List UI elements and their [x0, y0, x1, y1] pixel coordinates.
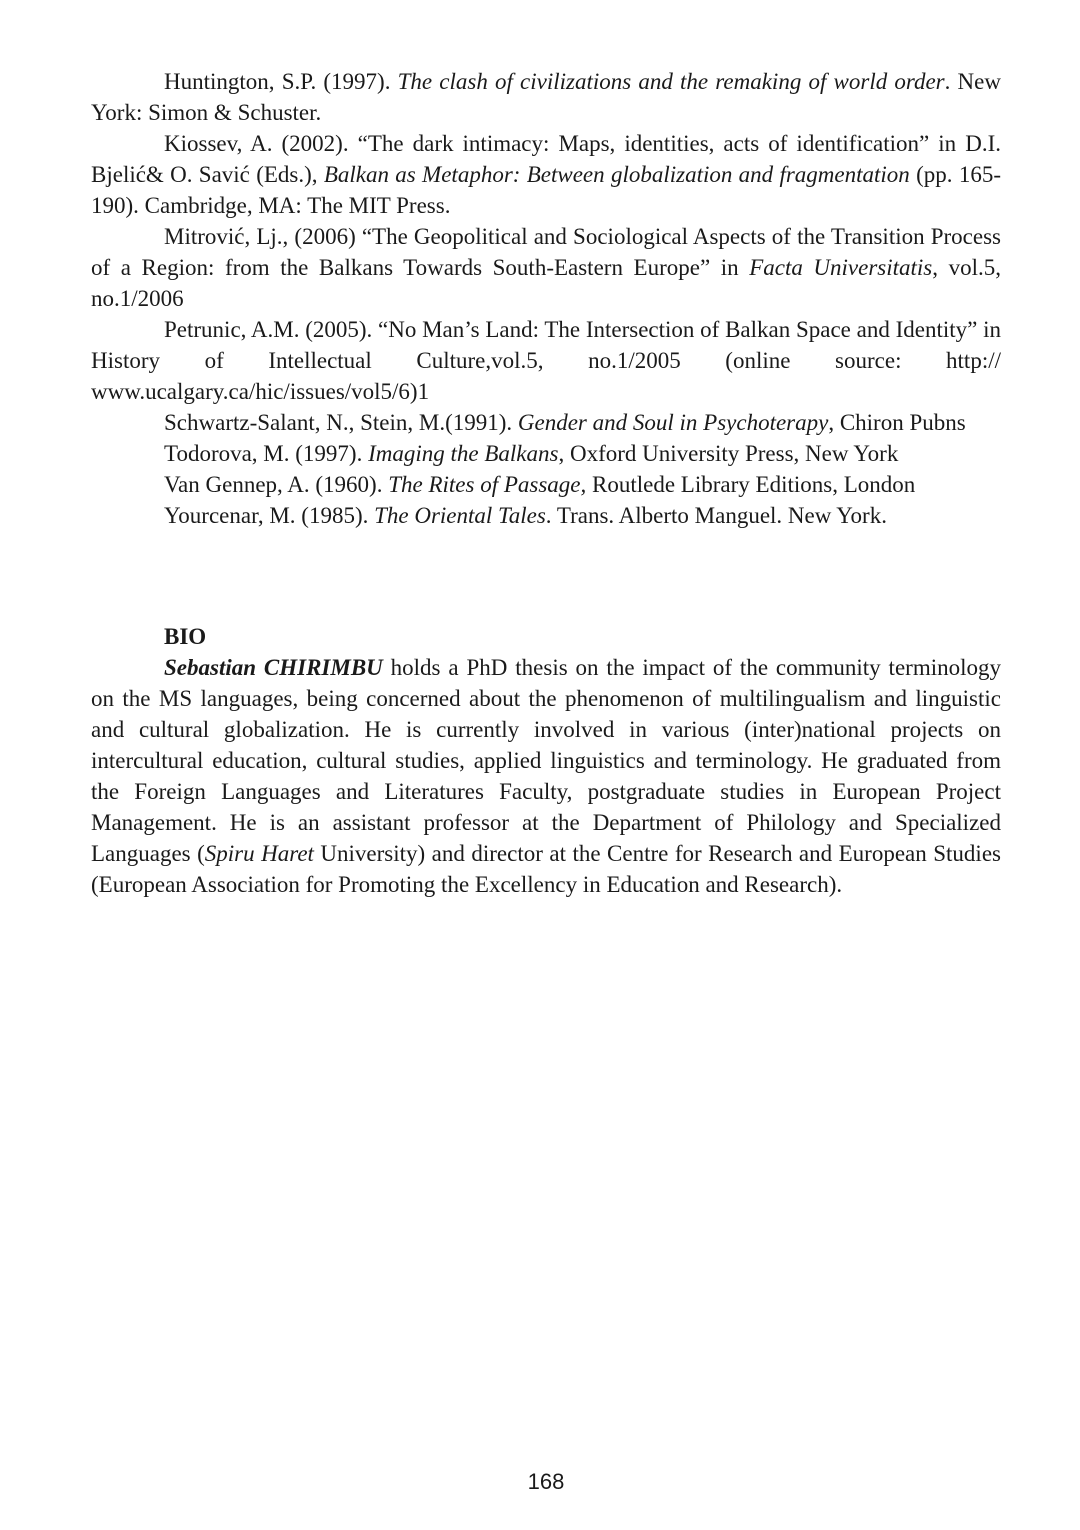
university-name: Spiru Haret — [204, 841, 314, 866]
reference-entry: Van Gennep, A. (1960). The Rites of Passage, Routlede Library Editions, London — [164, 472, 916, 497]
author-name: Sebastian CHIRIMBU — [164, 655, 383, 680]
reference-entry: Schwartz-Salant, N., Stein, M.(1991). Gender and Soul in Psychoterapy, Chiron Pubns — [164, 410, 966, 435]
reference-title: Imaging the Balkans — [368, 441, 559, 466]
reference-title: The Rites of Passage, — [388, 472, 587, 497]
reference-title: Facta Universitatis — [749, 255, 933, 280]
page-number: 168 — [527, 1469, 565, 1494]
bio-paragraph: Sebastian CHIRIMBU holds a PhD thesis on the impact of the community terminology on the MS languages, being concerned about the phenomenon of multilingualism and linguistic and cultural globalization. He is currently involved in various (inter)national projects on intercultural education, cultural studies, applied linguistics and terminology. He graduated from the Foreign Languages and Literatures Faculty, postgraduate studies in European Project Management. He is an assistant professor at the Department of Philology and Specialized Languages (Spiru Haret University) and director at the Centre for Research and European Studies (European Association for Promoting the Excellency in Education and Research). — [91, 655, 1001, 897]
reference-entry: Kiossev, A. (2002). “The dark intimacy: Maps, identities, acts of identification” in D.I. Bjelić& O. Savić (Eds.), Balkan as Metaphor: Between globalization and fragmentation (pp. 165-190). Cambridge, MA: The MIT Press. — [91, 131, 1001, 218]
reference-entry: Yourcenar, M. (1985). The Oriental Tales. Trans. Alberto Manguel. New York. — [164, 503, 887, 528]
references-list — [91, 66, 1001, 531]
reference-title: The clash of civilizations and the remaking of world order — [397, 69, 945, 94]
reference-title: Balkan as Metaphor: Between globalization and fragmentation — [323, 162, 910, 187]
bio-heading: BIO — [164, 624, 207, 649]
reference-entry: Huntington, S.P. (1997). The clash of civilizations and the remaking of world order. New York: Simon & Schuster. — [91, 69, 1001, 125]
reference-entry: Mitrović, Lj., (2006) “The Geopolitical and Sociological Aspects of the Transition Process of a Region: from the Balkans Towards South-Eastern Europe” in Facta Universitatis, vol.5, no.1/2006 — [91, 224, 1001, 311]
reference-title: Gender and Soul in Psychoterapy — [517, 410, 829, 435]
reference-entry: Todorova, M. (1997). Imaging the Balkans, Oxford University Press, New York — [164, 441, 899, 466]
reference-entry: Petrunic, A.M. (2005). “No Man’s Land: The Intersection of Balkan Space and Identity” in History of Intellectual Culture,vol.5, no.1/2005 (online source: http:// www.ucalgary.ca/hic/issues/vol5/6)1 — [91, 317, 1001, 404]
reference-title: The Oriental Tales — [374, 503, 546, 528]
